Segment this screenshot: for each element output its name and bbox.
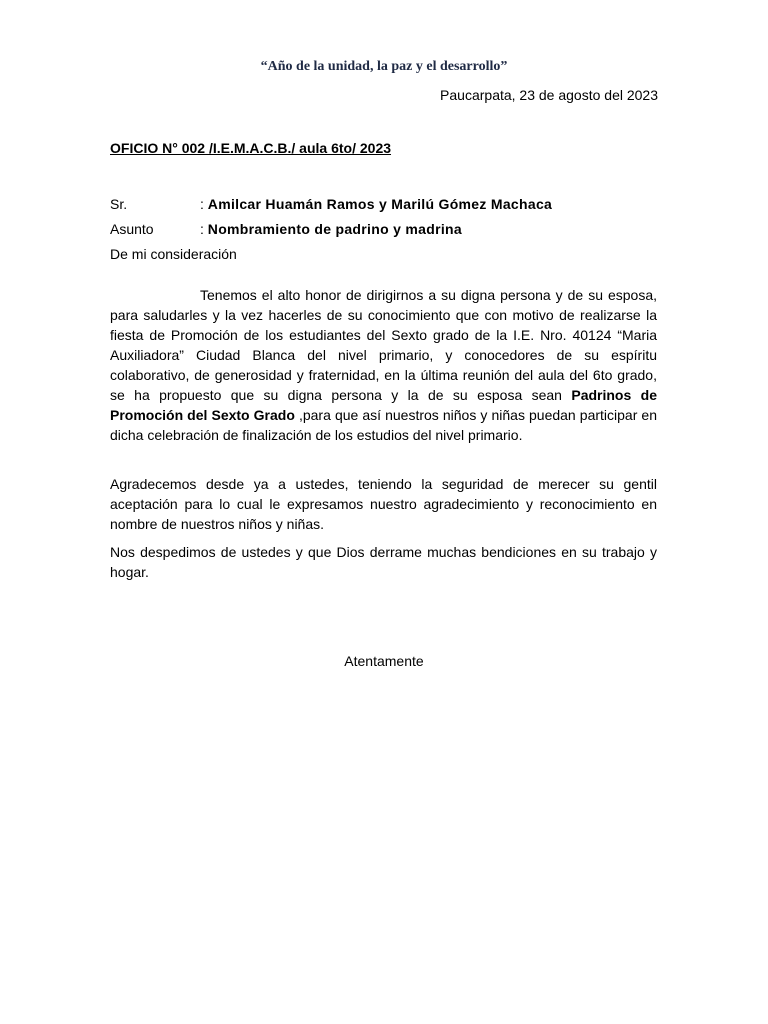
subject-value: Nombramiento de padrino y madrina bbox=[207, 221, 462, 237]
subject-row bbox=[110, 221, 462, 237]
recipient-separator: : bbox=[200, 196, 208, 212]
recipient-label: Sr. bbox=[110, 196, 128, 212]
closing-salutation: Atentamente bbox=[344, 653, 424, 669]
greeting: De mi consideración bbox=[110, 246, 237, 262]
body-paragraph-2: Agradecemos desde ya a ustedes, teniendo la seguridad de merecer su gentil aceptación para lo cual le expresamos nuestro agradecimiento y reconocimiento en nombre de nuestros niños y niñas. bbox=[110, 476, 657, 532]
body-paragraph-1 bbox=[110, 285, 657, 445]
recipient-name: Amilcar Huamán Ramos y Marilú Gómez Machaca bbox=[207, 196, 553, 212]
body-paragraph-1-text-start: Tenemos el alto honor de dirigirnos a su digna persona y de su esposa, para saludarles y la vez hacerles de su conocimiento que con motivo de realizarse la fiesta de Promoción de los estudiantes del Sexto grado de la I.E. Nro. 40124 “Maria Auxiliadora” Ciudad Blanca del nivel primario, y conocedores de su espíritu colaborativo, de generosidad y fraternidad, en la última reunión del aula del 6to grado, se ha propuesto que su digna persona y la de su esposa sean bbox=[110, 287, 657, 403]
subject-label: Asunto bbox=[110, 221, 154, 237]
body-paragraph-3: Nos despedimos de ustedes y que Dios derrame muchas bendiciones en su trabajo y hogar. bbox=[110, 544, 657, 580]
recipient-row bbox=[110, 196, 552, 212]
body-paragraph-1-text-end: ,para que así nuestros niños y niñas puedan participar en dicha celebración de finalización de los estudios del nivel primario. bbox=[110, 407, 658, 443]
year-motto: “Año de la unidad, la paz y el desarrollo” bbox=[260, 59, 508, 74]
letter-date: Paucarpata, 23 de agosto del 2023 bbox=[440, 87, 658, 103]
oficio-title: OFICIO N° 002 /I.E.M.A.C.B./ aula 6to/ 2023 bbox=[110, 140, 392, 156]
subject-separator: : bbox=[200, 221, 208, 237]
body-paragraph-1-emphasis: Padrinos de Promoción del Sexto Grado bbox=[110, 387, 657, 423]
